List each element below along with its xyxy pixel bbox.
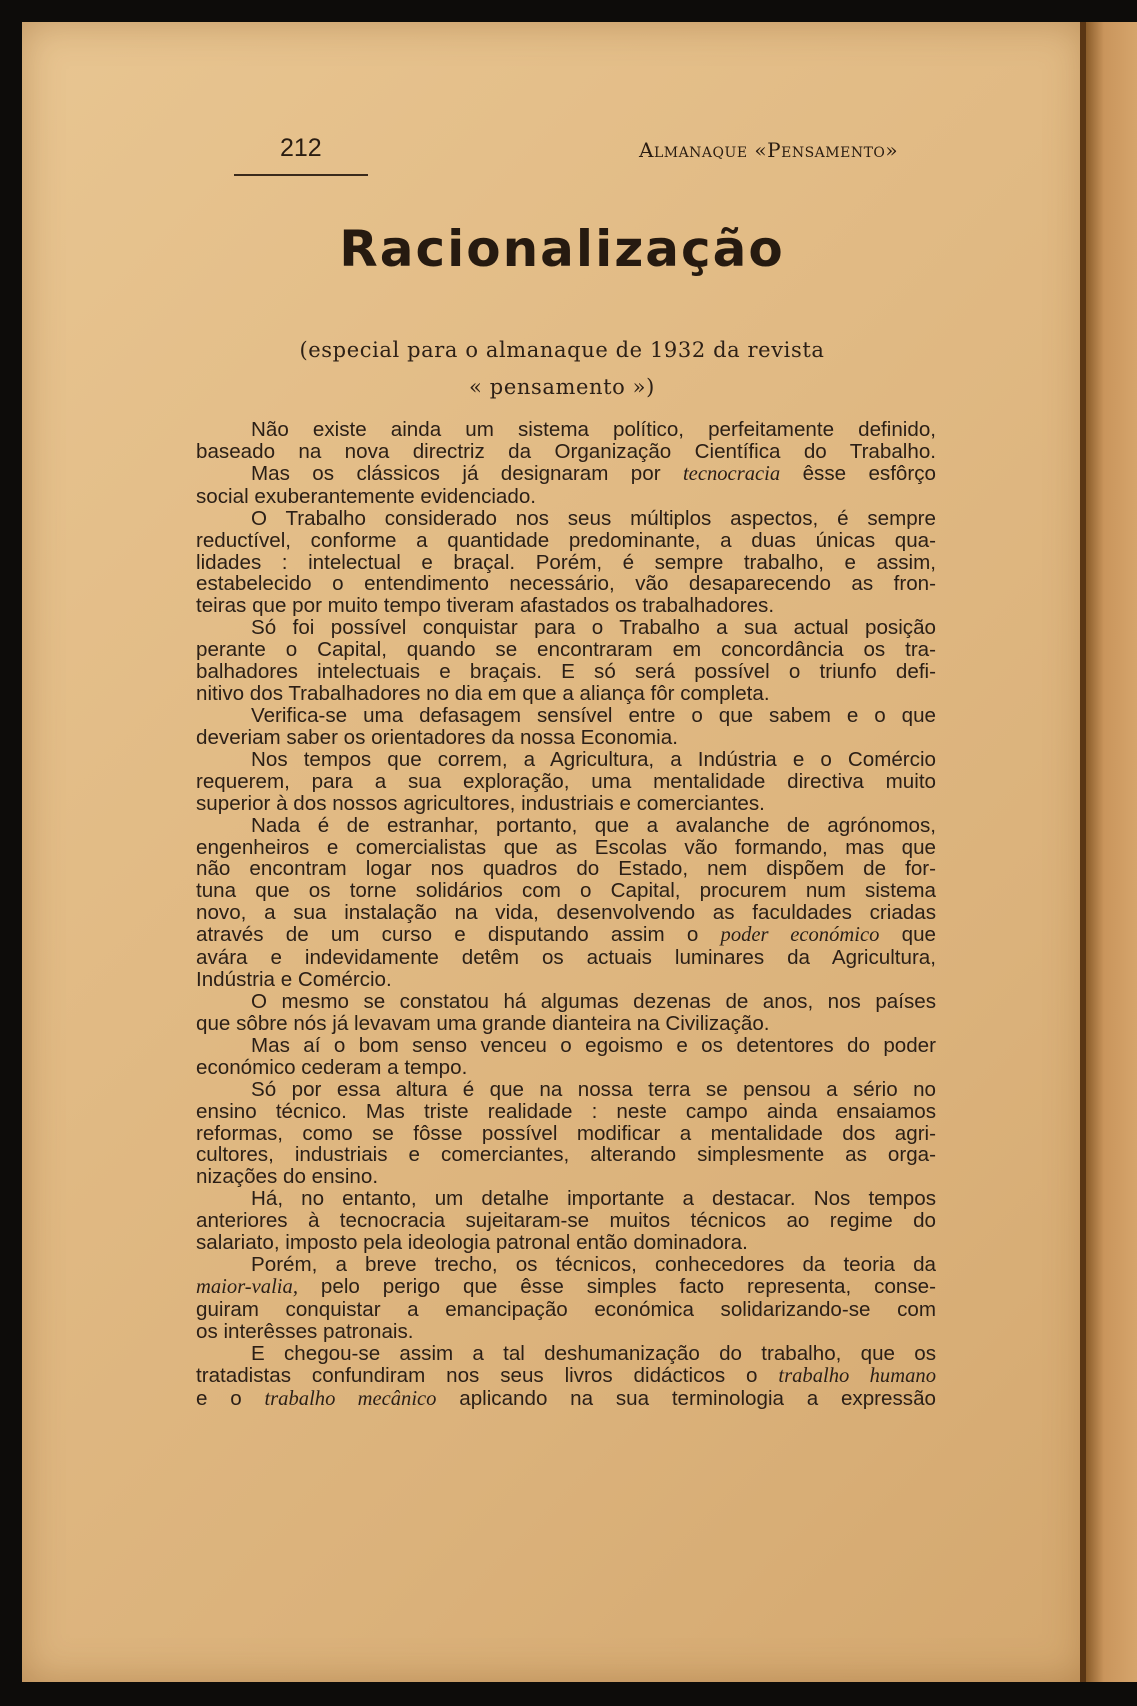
text-line: ensino técnico. Mas triste realidade : neste campo ainda ensaiamos <box>196 1099 936 1123</box>
italic-term: tecnocracia <box>682 462 781 485</box>
italic-term: trabalho mecânico <box>264 1387 437 1410</box>
text-line: superior à dos nossos agricultores, industriais e comerciantes. <box>196 791 765 815</box>
italic-term: maior-valia, <box>196 1275 298 1298</box>
text-line: engenheiros e comercialistas que as Escolas vão formando, mas que <box>196 835 936 859</box>
italic-term: trabalho humano <box>778 1364 936 1387</box>
text-line: Verifica-se uma defasagem sensível entre o que sabem e o que <box>251 703 936 727</box>
text-line: Há, no entanto, um detalhe importante a destacar. Nos tempos <box>251 1187 936 1211</box>
text-line: Não existe ainda um sistema político, perfeitamente definido, <box>251 418 936 441</box>
text-line: que sôbre nós já levavam uma grande dianteira na Civilização. <box>196 1011 770 1035</box>
subtitle-line: « pensamento ») <box>469 375 655 399</box>
text-line: não encontram logar nos quadros do Estado, nem dispõem de for- <box>196 857 936 881</box>
text-line: teiras que por muito tempo tiveram afastados os trabalhadores. <box>196 594 775 618</box>
text-line: salariato, imposto pela ideologia patronal então dominadora. <box>196 1231 748 1255</box>
text-line: e o trabalho mecânico aplicando na sua terminologia a expressão <box>196 1386 936 1410</box>
text-line: Só por essa altura é que na nossa terra se pensou a sério no <box>251 1077 936 1101</box>
text-line: através de um curso e disputando assim o poder económico que <box>196 923 936 947</box>
page-header <box>22 112 1086 162</box>
article-title: Racionalização <box>339 220 785 278</box>
text-line: baseado na nova directriz da Organização Científica do Trabalho. <box>196 439 936 463</box>
facing-page-edge <box>1086 22 1137 1682</box>
text-line: Só foi possível conquistar para o Trabalho a sua actual posição <box>251 616 936 640</box>
text-line: guiram conquistar a emancipação económica solidarizando-se com <box>196 1297 936 1321</box>
text-line: deveriam saber os orientadores da nossa Economia. <box>196 725 678 749</box>
text-line: cultores, industriais e comerciantes, alterando simplesmente as orga- <box>196 1143 936 1167</box>
subtitle-line: (especial para o almanaque de 1932 da revista <box>299 338 825 362</box>
text-line: requerem, para a sua exploração, uma mentalidade directiva muito <box>196 769 936 793</box>
text-line: social exuberantemente evidenciado. <box>196 484 537 508</box>
text-line: perante o Capital, quando se encontraram em concordância os tra- <box>196 638 936 662</box>
text-line: Nos tempos que correm, a Agricultura, a Indústria e o Comércio <box>251 747 936 771</box>
header-rule <box>234 174 368 176</box>
article-body <box>196 419 936 1410</box>
running-title: Almanaque «Pensamento» <box>639 138 899 162</box>
text-line: anteriores à tecnocracia sujeitaram-se muitos técnicos ao regime do <box>196 1209 936 1233</box>
text-line: Porém, a breve trecho, os técnicos, conhecedores da teoria da <box>251 1253 936 1277</box>
text-line: Mas os clássicos já designaram por tecnocracia êsse esfôrço <box>251 461 936 485</box>
text-line: O mesmo se constatou há algumas dezenas de anos, nos países <box>251 989 936 1013</box>
book-page <box>22 22 1086 1682</box>
text-line: nizações do ensino. <box>196 1165 379 1189</box>
italic-term: poder económico <box>720 924 880 947</box>
text-line: novo, a sua instalação na vida, desenvolvendo as faculdades criadas <box>196 901 936 925</box>
text-line: lidades : intelectual e braçal. Porém, é sempre trabalho, e assim, <box>196 550 936 574</box>
text-line: balhadores intelectuais e braçais. E só será possível o triunfo defi- <box>196 660 936 684</box>
text-line: reformas, como se fôsse possível modificar a mentalidade dos agri- <box>196 1121 936 1145</box>
text-line: Nada é de estranhar, portanto, que a avalanche de agrónomos, <box>251 813 936 837</box>
text-line: tratadistas confundiram nos seus livros didácticos o trabalho humano <box>196 1363 936 1387</box>
text-line: nitivo dos Trabalhadores no dia em que a aliança fôr completa. <box>196 682 770 706</box>
text-line: Mas aí o bom senso venceu o egoismo e os detentores do poder <box>251 1033 936 1057</box>
text-line: avára e indevidamente detêm os actuais luminares da Agricultura, <box>196 946 936 970</box>
text-line: económico cederam a tempo. <box>196 1055 468 1079</box>
text-line: reductível, conforme a quantidade predominante, a duas únicas qua- <box>196 528 936 552</box>
text-line: estabelecido o entendimento necessário, vão desaparecendo as fron- <box>196 572 936 596</box>
text-line: maior-valia, pelo perigo que êsse simples facto representa, conse- <box>196 1274 936 1298</box>
text-line: Indústria e Comércio. <box>196 968 392 992</box>
page-number: 212 <box>280 134 322 162</box>
text-line: E chegou-se assim a tal deshumanização do trabalho, que os <box>251 1341 936 1365</box>
text-line: tuna que os torne solidários com o Capital, procurem num sistema <box>196 879 936 903</box>
text-line: os interêsses patronais. <box>196 1319 414 1343</box>
article-subtitle <box>22 332 1086 406</box>
text-line: O Trabalho considerado nos seus múltiplos aspectos, é sempre <box>251 506 936 530</box>
